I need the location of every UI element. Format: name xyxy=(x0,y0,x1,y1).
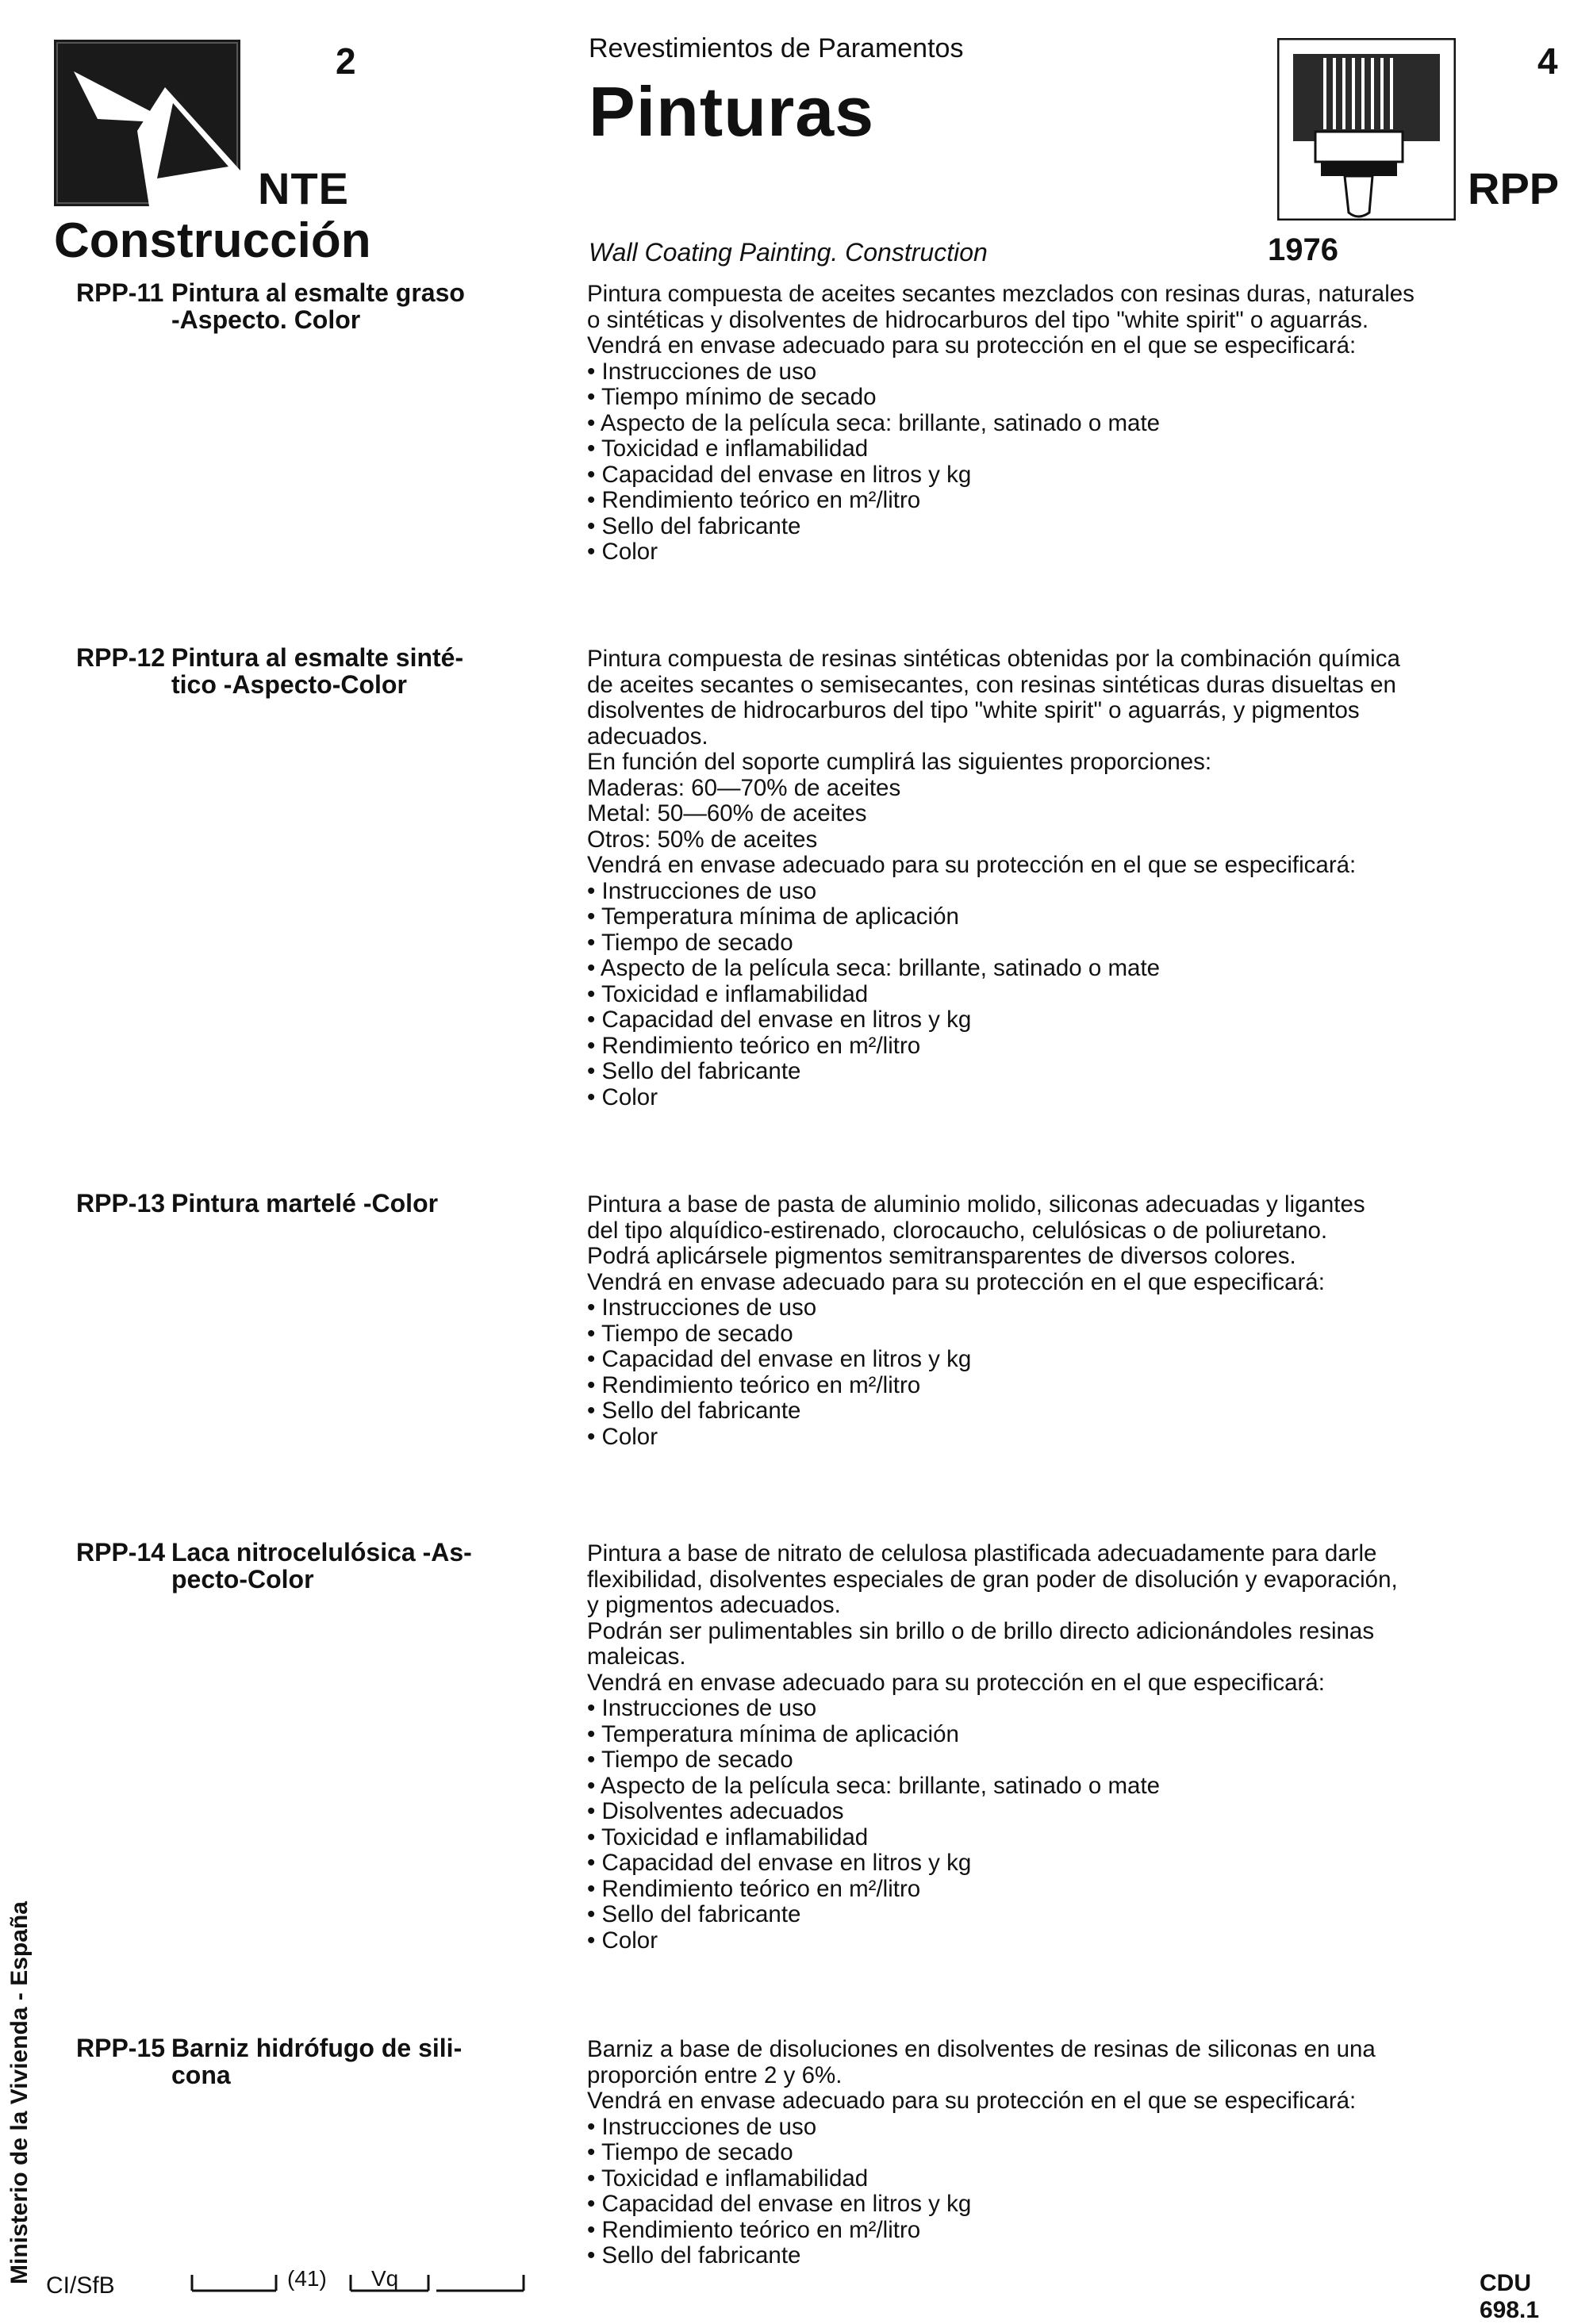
entry-description: Pintura compuesta de resinas sintéticas obtenidas por la combinación química de aceites secantes o semisecantes, con resinas sintéticas duras disueltas en disolventes de hidrocarburos del tipo "white spirit" o aguarrás, y pigmentos adecuados. En función del soporte cumplirá las siguientes proporciones: Maderas: 60—70% de aceites Metal: 50—60% de aceites Otros: 50% de aceites Vendrá en envase adecuado para su protección en el que se especificará: • Instrucciones de uso • Temperatura mínima de aplicación • Tiempo de secado • Aspecto de la película seca: brillante, satinado o mate • Toxicidad e inflamabilidad • Capacidad del envase en litros y kg • Rendimiento teórico en m²/litro • Sello del fabricante • Color xyxy=(587,646,1400,1110)
sheet-number-right: 4 xyxy=(1537,40,1558,82)
entry-name: Barniz hidrófugo de sili- cona xyxy=(171,2034,463,2089)
entry-code: RPP-12 xyxy=(76,643,166,672)
entry-name: Laca nitrocelulósica -As- pecto-Color xyxy=(171,1538,472,1593)
paintbrush-logo xyxy=(1277,38,1456,221)
cisfb-label: CI/SfB xyxy=(46,2272,115,2299)
sheet-number-left: 2 xyxy=(336,40,356,82)
cisfb-box-2: (41) xyxy=(287,2266,327,2291)
entry-description: Pintura a base de nitrato de celulosa plastificada adecuadamente para darle flexibilidad, disolventes especiales de gran poder de disolución y evaporación, y pigmentos adecuados. Podrán ser pulimentables sin brillo o de brillo directo adicionándoles resinas maleicas. Vendrá en envase adecuado para su protección en el que especificará: • Instrucciones de uso • Temperatura mínima de aplicación • Tiempo de secado • Aspecto de la película seca: brillante, satinado o mate • Disolventes adecuados • Toxicidad e inflamabilidad • Capacidad del envase en litros y kg • Rendimiento teórico en m²/litro • Sello del fabricante • Color xyxy=(587,1540,1398,1954)
ministry-side-label: Ministerio de la Vivienda - España xyxy=(6,1901,33,2284)
document-title: Pinturas xyxy=(589,72,875,151)
english-title: Wall Coating Painting. Construction xyxy=(589,238,988,267)
construccion-label: Construcción xyxy=(54,213,371,268)
trowel-logo xyxy=(54,40,240,206)
entry-code: RPP-11 xyxy=(76,278,164,307)
entry-description: Pintura a base de pasta de aluminio molido, siliconas adecuadas y ligantes del tipo alquídico-estirenado, clorocaucho, celulósicas o de poliuretano. Podrá aplicársele pigmentos semitransparentes de diversos colores. Vendrá en envase adecuado para su protección en el que especificará: • Instrucciones de uso • Tiempo de secado • Capacidad del envase en litros y kg • Rendimiento teórico en m²/litro • Sello del fabricante • Color xyxy=(587,1191,1365,1450)
entry-name: Pintura al esmalte graso -Aspecto. Color xyxy=(171,278,465,334)
rpp-label: RPP xyxy=(1468,163,1560,213)
entry-description: Pintura compuesta de aceites secantes mezclados con resinas duras, naturales o sintéticas y disolventes de hidrocarburos del tipo "white spirit" o aguarrás. Vendrá en envase adecuado para su protección en el que se especificará: • Instrucciones de uso • Tiempo mínimo de secado • Aspecto de la película seca: brillante, satinado o mate • Toxicidad e inflamabilidad • Capacidad del envase en litros y kg • Rendimiento teórico en m²/litro • Sello del fabricante • Color xyxy=(587,281,1415,565)
cdu-code: CDU 698.1 xyxy=(1480,2270,1540,2323)
entry-name: Pintura martelé -Color xyxy=(171,1189,439,1218)
entry-description: Barniz a base de disoluciones en disolventes de resinas de siliconas en una proporción entre 2 y 6%. Vendrá en envase adecuado para su protección en el que se especificará: • Instrucciones de uso • Tiempo de secado • Toxicidad e inflamabilidad • Capacidad del envase en litros y kg • Rendimiento teórico en m²/litro • Sello del fabricante xyxy=(587,2036,1376,2268)
entry-code: RPP-14 xyxy=(76,1538,166,1567)
cisfb-classification-boxes xyxy=(190,2261,539,2294)
entry-name: Pintura al esmalte sinté- tico -Aspecto-Color xyxy=(171,643,464,699)
document-subtitle: Revestimientos de Paramentos xyxy=(589,33,964,63)
nte-label: NTE xyxy=(258,163,349,213)
cisfb-box-3: Vq xyxy=(371,2266,399,2291)
entry-code: RPP-13 xyxy=(76,1189,166,1218)
entry-code: RPP-15 xyxy=(76,2034,166,2062)
publication-year: 1976 xyxy=(1268,232,1338,267)
